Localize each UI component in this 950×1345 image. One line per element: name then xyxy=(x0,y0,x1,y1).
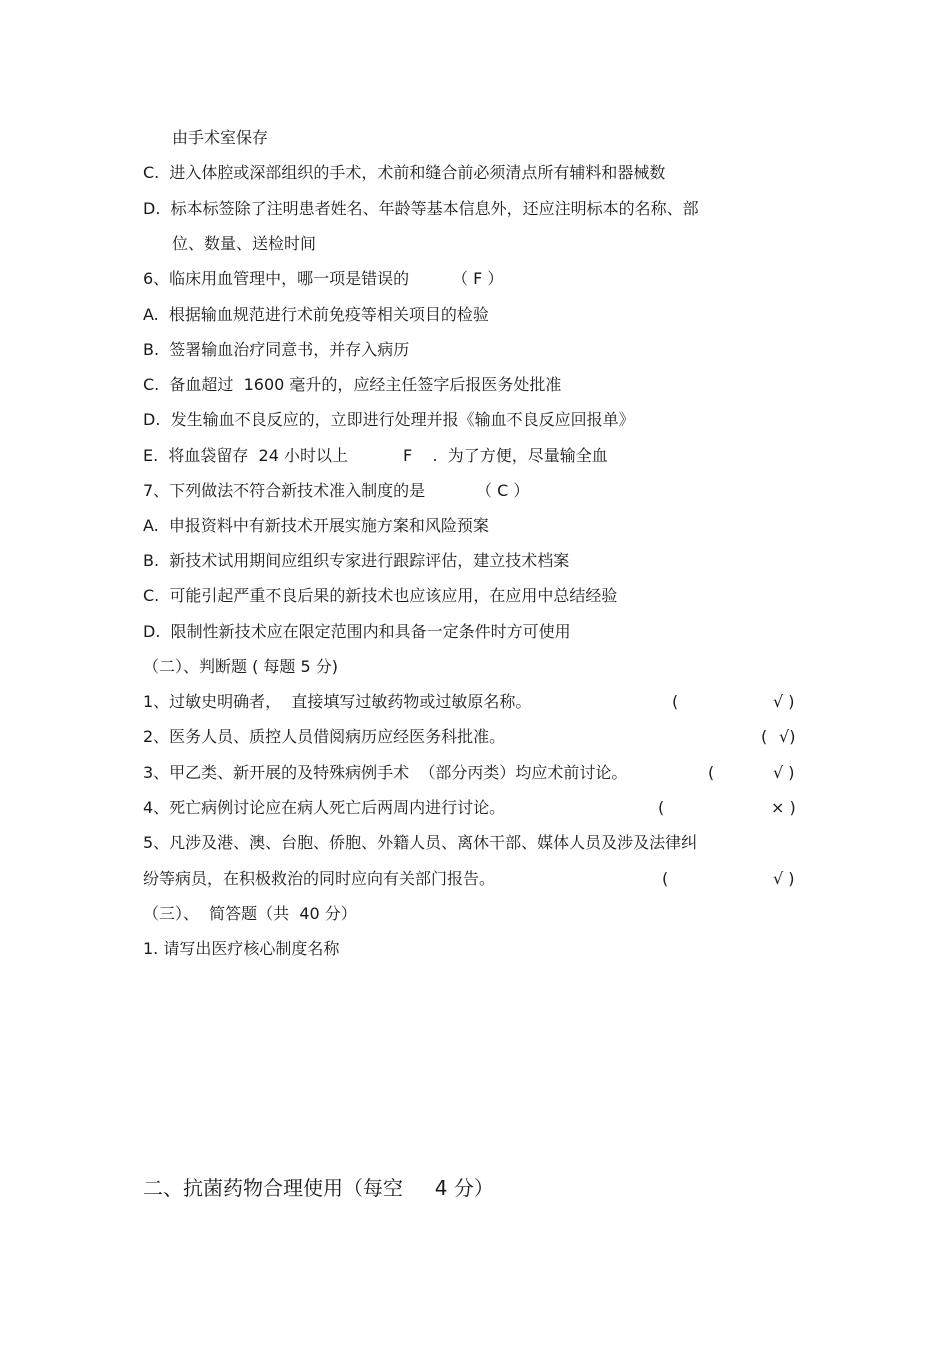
q7-option-b: B. 新技术试用期间应组织专家进行跟踪评估，建立技术档案 xyxy=(143,551,570,570)
q6-option-d: D. 发生输血不良反应的，立即进行处理并报《输血不良反应回报单》 xyxy=(143,410,635,429)
tf-item-1-mark: √ ) xyxy=(773,692,795,711)
q6-option-b: B. 签署输血治疗同意书，并存入病历 xyxy=(143,340,410,359)
section2-title: （二）、判断题 ( 每题 5 分) xyxy=(143,657,339,676)
tf-item-5-mark: √ ) xyxy=(773,869,795,888)
tf-item-5-open-paren: ( xyxy=(662,869,669,888)
q7-option-c: C. 可能引起严重不良后果的新技术也应该应用，在应用中总结经验 xyxy=(143,586,618,605)
q7-stem: 7、下列做法不符合新技术准入制度的是 xyxy=(143,481,426,500)
tf-item-4-mark: × ) xyxy=(771,798,796,817)
q5-option-c: C. 进入体腔或深部组织的手术，术前和缝合前必须清点所有辅料和器械数 xyxy=(143,163,666,182)
q6-option-e: E. 将血袋留存 24 小时以上 xyxy=(143,446,348,465)
tf-item-3-mark: √ ) xyxy=(773,763,795,782)
q5-option-d-line2: 位、数量、送检时间 xyxy=(172,234,317,253)
tf-item-5-line2: 纷等病员，在积极救治的同时应向有关部门报告。 xyxy=(143,869,496,888)
tf-item-1: 1、过敏史明确者， 直接填写过敏药物或过敏原名称。 xyxy=(143,692,532,711)
tf-item-2-mark: √) xyxy=(779,727,796,746)
q7-answer: （ C ） xyxy=(476,481,530,500)
tf-item-3-open-paren: ( xyxy=(708,763,715,782)
q5-option-a-continuation: 由手术室保存 xyxy=(172,128,269,147)
q6-stem: 6、临床用血管理中，哪一项是错误的 xyxy=(143,269,410,288)
tf-item-2: 2、医务人员、质控人员借阅病历应经医务科批准。 xyxy=(143,727,506,746)
q7-option-a: A. 申报资料中有新技术开展实施方案和风险预案 xyxy=(143,516,489,535)
q6-option-c: C. 备血超过 1600 毫升的，应经主任签字后报医务处批准 xyxy=(143,375,562,394)
section3-title: （三）、 简答题（共 40 分） xyxy=(143,904,357,923)
tf-item-3: 3、甲乙类、新开展的及特殊病例手术 （部分丙类）均应术前讨论。 xyxy=(143,763,628,782)
part2-title: 二、抗菌药物合理使用（每空 4 分） xyxy=(143,1176,494,1200)
tf-item-4: 4、死亡病例讨论应在病人死亡后两周内进行讨论。 xyxy=(143,798,506,817)
q5-option-d-line1: D. 标本标签除了注明患者姓名、年龄等基本信息外，还应注明标本的名称、部 xyxy=(143,199,699,218)
tf-item-2-open-paren: ( xyxy=(761,727,768,746)
section3-question-1: 1. 请写出医疗核心制度名称 xyxy=(143,939,340,958)
q7-option-d: D. 限制性新技术应在限定范围内和具备一定条件时方可使用 xyxy=(143,622,571,641)
tf-item-1-open-paren: ( xyxy=(672,692,679,711)
q6-option-a: A. 根据输血规范进行术前免疫等相关项目的检验 xyxy=(143,305,489,324)
tf-item-5-line1: 5、凡涉及港、澳、台胞、侨胞、外籍人员、离休干部、媒体人员及涉及法律纠 xyxy=(143,833,698,852)
q6-answer: （ F ） xyxy=(452,269,504,288)
q6-option-f: F . 为了方便，尽量输全血 xyxy=(403,446,608,465)
tf-item-4-open-paren: ( xyxy=(658,798,665,817)
